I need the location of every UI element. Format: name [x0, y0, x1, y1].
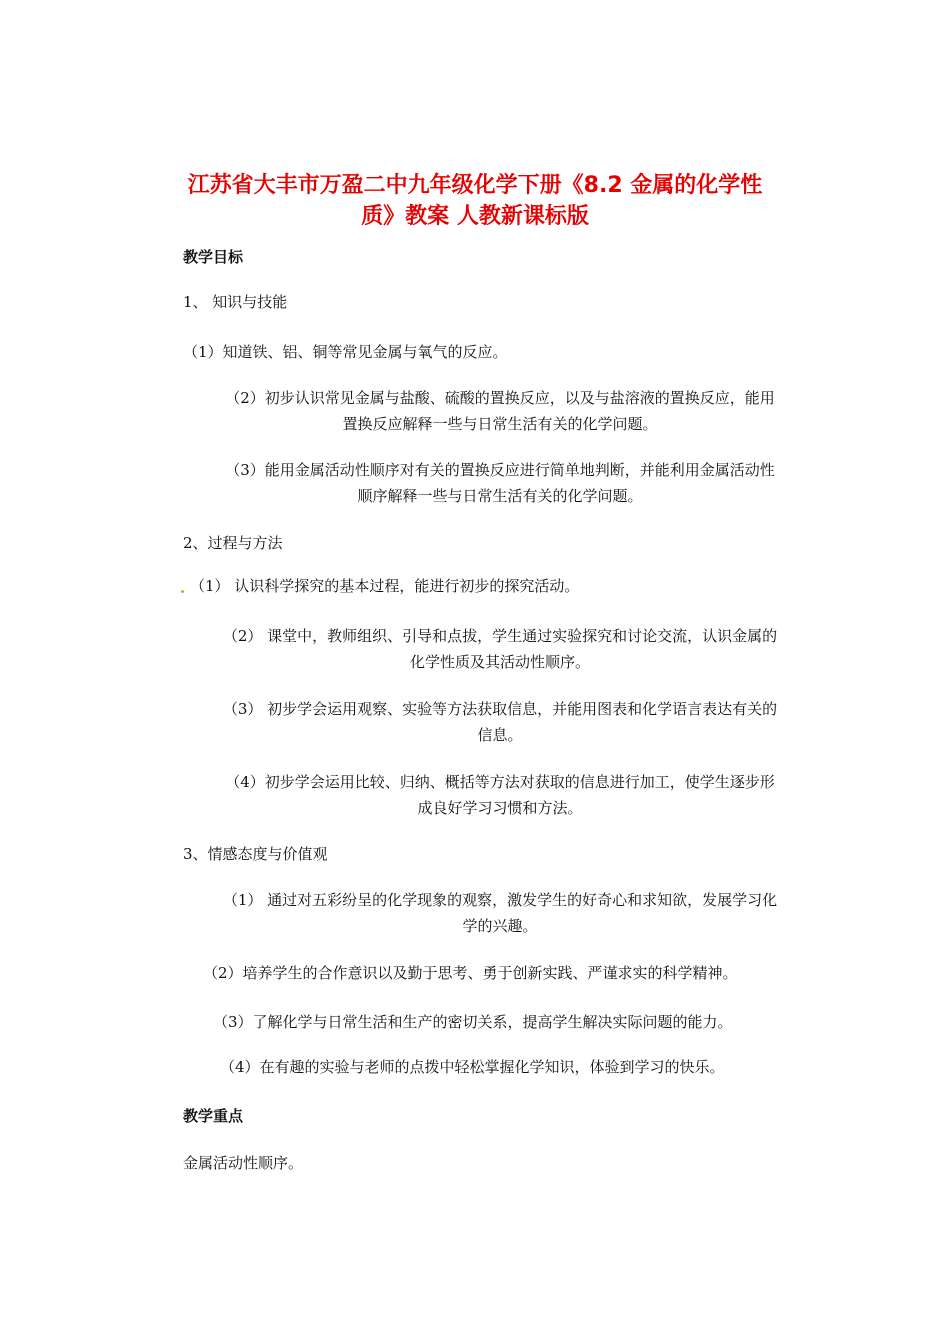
section-2-label: 2、过程与方法	[183, 534, 283, 552]
objectives-heading: 教学目标	[183, 248, 244, 266]
section-2-item-3	[183, 696, 817, 748]
section-2-item-3-line-2: 信息。	[477, 726, 523, 744]
section-2-item-2-line-1: （2） 课堂中，教师组织、引导和点拔，学生通过实验探究和讨论交流，认识金属的	[222, 627, 778, 645]
green-dot-mark	[181, 590, 184, 593]
section-3-item-3: （3）了解化学与日常生活和生产的密切关系，提高学生解决实际问题的能力。	[213, 1013, 733, 1031]
section-2-item-2	[183, 623, 817, 675]
title-line-1: 江苏省大丰市万盈二中九年级化学下册《8.2 金属的化学性	[187, 173, 763, 198]
document-title	[120, 170, 830, 232]
section-1-item-3-line-2: 顺序解释一些与日常生活有关的化学问题。	[357, 487, 643, 505]
section-1-item-3	[183, 457, 817, 509]
section-3-item-4: （4）在有趣的实验与老师的点拨中轻松掌握化学知识，体验到学习的快乐。	[220, 1058, 725, 1076]
section-2-item-1: （1） 认识科学探究的基本过程，能进行初步的探究活动。	[190, 577, 580, 595]
section-1-item-2-line-2: 置换反应解释一些与日常生活有关的化学问题。	[342, 415, 658, 433]
section-2-item-4	[183, 769, 817, 821]
title-line-2: 质》教案 人教新课标版	[361, 204, 589, 229]
section-3-label: 3、情感态度与价值观	[183, 845, 328, 863]
section-2-item-4-line-2: 成良好学习习惯和方法。	[417, 799, 583, 817]
section-1-item-1: （1）知道铁、铝、铜等常见金属与氧气的反应。	[183, 343, 508, 361]
key-points-text: 金属活动性顺序。	[183, 1154, 304, 1172]
section-1-item-3-line-1: （3）能用金属活动性顺序对有关的置换反应进行简单地判断，并能利用金属活动性	[225, 461, 775, 479]
key-points-heading: 教学重点	[183, 1107, 244, 1125]
section-2-item-2-line-2: 化学性质及其活动性顺序。	[409, 653, 590, 671]
section-3-item-1-line-2: 学的兴趣。	[462, 917, 538, 935]
section-1-item-2	[183, 385, 817, 437]
section-1-item-2-line-1: （2）初步认识常见金属与盐酸、硫酸的置换反应，以及与盐溶液的置换反应，能用	[225, 389, 775, 407]
section-3-item-1-line-1: （1） 通过对五彩纷呈的化学现象的观察，激发学生的好奇心和求知欲，发展学习化	[222, 891, 778, 909]
section-2-item-3-line-1: （3） 初步学会运用观察、实验等方法获取信息，并能用图表和化学语言表达有关的	[222, 700, 778, 718]
section-3-item-1	[183, 887, 817, 939]
section-1-label: 1、 知识与技能	[183, 293, 288, 311]
section-2-item-4-line-1: （4）初步学会运用比较、归纳、概括等方法对获取的信息进行加工，使学生逐步形	[225, 773, 775, 791]
section-3-item-2: （2）培养学生的合作意识以及勤于思考、勇于创新实践、严谨求实的科学精神。	[203, 964, 738, 982]
